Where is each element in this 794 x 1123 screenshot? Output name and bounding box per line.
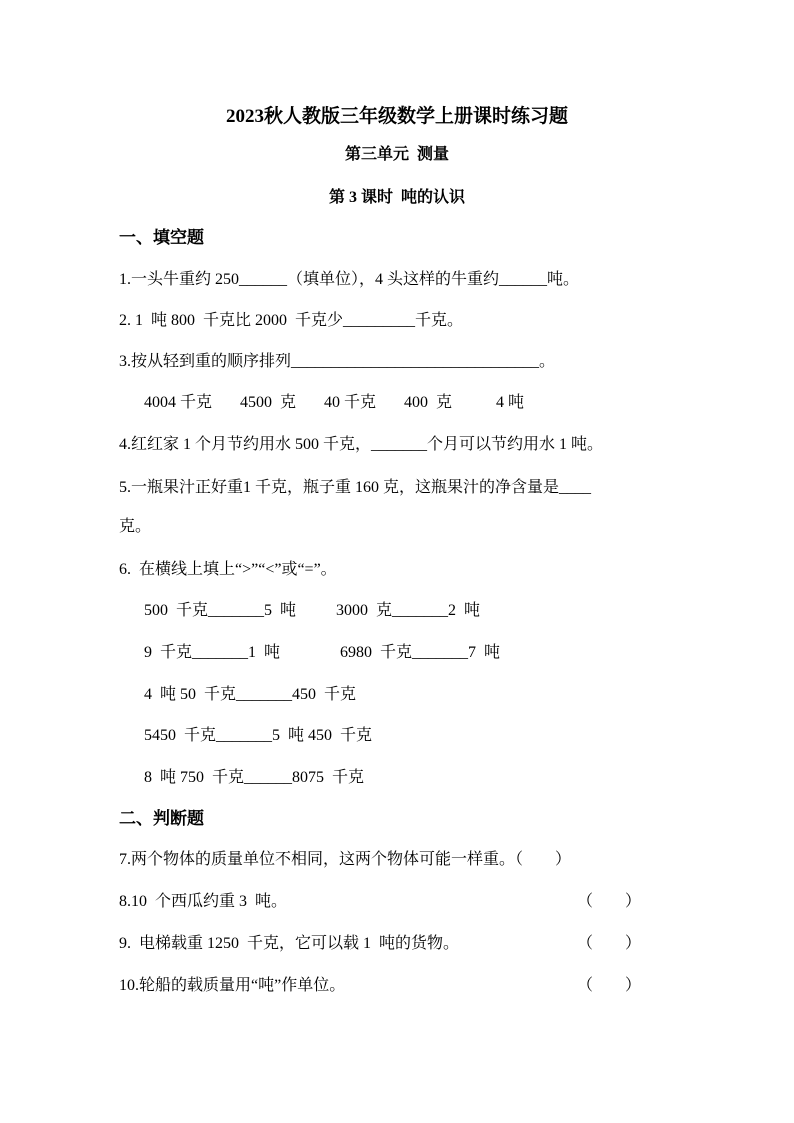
question-1: 1.一头牛重约 250______（填单位），4 头这样的牛重约______吨。 [119, 271, 580, 288]
question-2: 2. 1 吨 800 千克比 2000 千克少_________千克。 [119, 312, 464, 329]
question-7: 7.两个物体的质量单位不相同，这两个物体可能一样重。（ ） [119, 851, 572, 868]
answer-bracket: （ ） [577, 893, 642, 910]
answer-bracket: （ ） [577, 977, 642, 994]
question-5-line2: 克。 [119, 518, 152, 535]
question-6-row: 4 吨 50 千克_______450 千克 [144, 686, 357, 703]
question-3-options: 4004 千克 4500 克 40 千克 400 克 4 吨 [144, 394, 525, 411]
lesson-heading: 第 3 课时 吨的认识 [328, 189, 465, 206]
question-3: 3.按从轻到重的顺序排列_______________________________。 [119, 353, 556, 370]
question-10: 10.轮船的载质量用“吨”作单位。 [119, 977, 346, 994]
question-6-row: 8 吨 750 千克______8075 千克 [144, 769, 365, 786]
question-4: 4.红红家 1 个月节约用水 500 千克，_______个月可以节约用水 1 吨。 [119, 436, 604, 453]
question-6: 6. 在横线上填上“>”“<”或“=”。 [119, 561, 337, 578]
question-6-row: 500 千克_______5 吨 3000 克_______2 吨 [144, 602, 481, 619]
section-fill-heading: 一、填空题 [119, 228, 204, 247]
question-6-row: 5450 千克_______5 吨 450 千克 [144, 727, 373, 744]
unit-heading: 第三单元 测量 [344, 146, 449, 163]
section-judge-heading: 二、判断题 [119, 809, 204, 828]
answer-bracket: （ ） [577, 935, 642, 952]
worksheet-title: 2023秋人教版三年级数学上册课时练习题 [225, 106, 568, 127]
question-9: 9. 电梯载重 1250 千克，它可以载 1 吨的货物。 [119, 935, 460, 952]
question-5-line1: 5.一瓶果汁正好重1 千克，瓶子重 160 克，这瓶果汁的净含量是____ [119, 479, 592, 496]
question-6-row: 9 千克_______1 吨 6980 千克_______7 吨 [144, 644, 501, 661]
question-8: 8.10 个西瓜约重 3 吨。 [119, 893, 288, 910]
